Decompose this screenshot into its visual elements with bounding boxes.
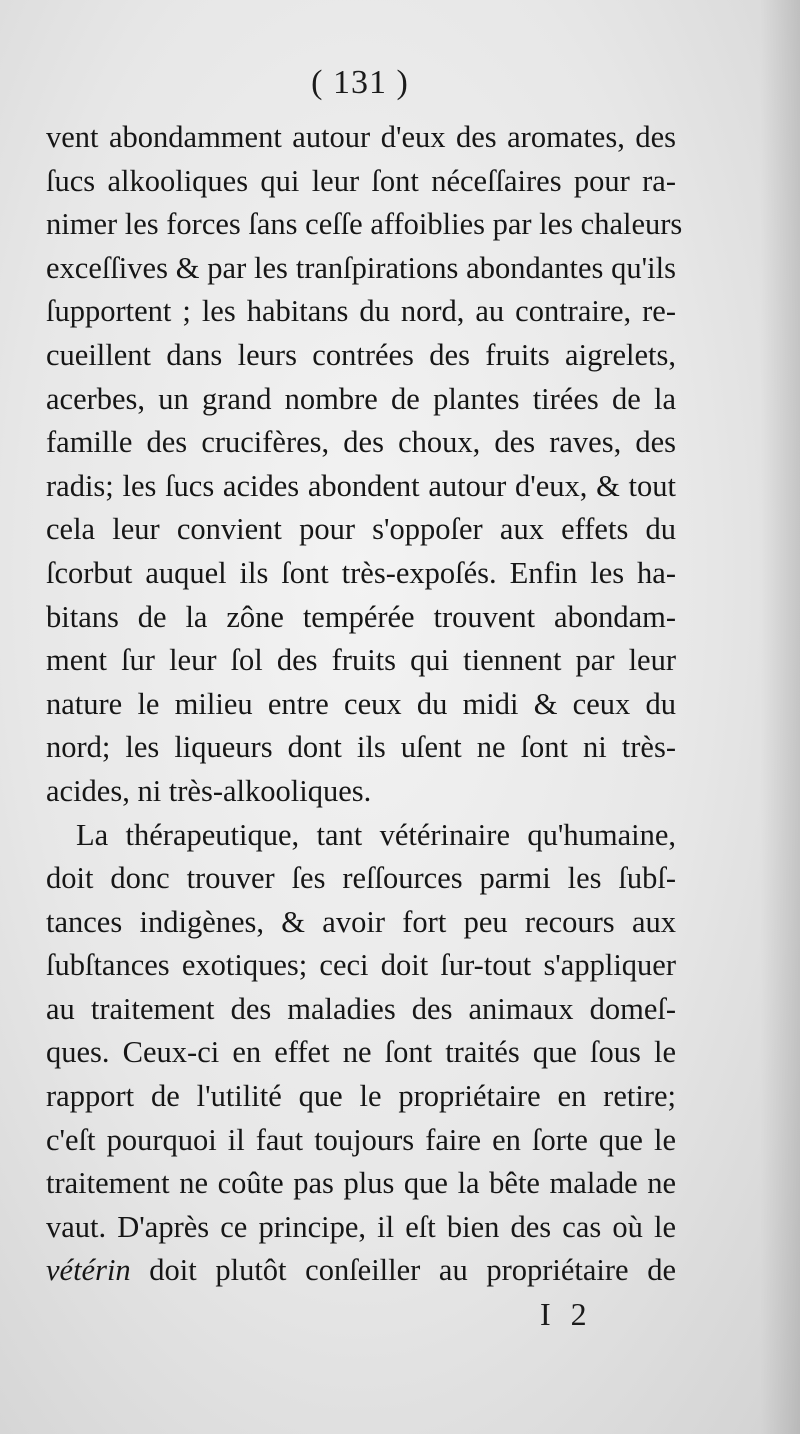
text-line: exceſſives & par les tranſpirations abondantes qu'ils [46,250,676,285]
text-line: rapport de l'utilité que le propriétaire en retire; [46,1079,676,1114]
text-line: nimer les forces ſans ceſſe affoiblies par les chaleurs [46,207,683,242]
text-line: ſucs alkooliques qui leur ſont néceſſaires pour ra- [46,163,676,198]
text-line: tances indigènes, & avoir fort peu recours aux [46,904,676,939]
text-line: doit donc trouver ſes reſſources parmi les ſubſ- [46,861,676,896]
text-line: ſupportent ; les habitans du nord, au contraire, re- [46,294,676,329]
text-line: ſubſtances exotiques; ceci doit ſur-tout s'appliquer [46,948,676,983]
text-line: ſcorbut auquel ils ſont très-expoſés. Enfin les ha- [46,555,676,590]
text-line: famille des crucifères, des choux, des raves, des [46,425,676,460]
text-line: radis; les ſucs acides abondent autour d'eux, & tout [46,468,676,503]
text-line: nord; les liqueurs dont ils uſent ne ſont ni très- [46,730,676,765]
body-text [46,116,683,1293]
text-line-paragraph-end: acides, ni très-alkooliques. [46,773,372,808]
text-line: vaut. D'après ce principe, il eſt bien des cas où le [46,1209,676,1244]
text-line: cela leur convient pour s'oppoſer aux effets du [46,512,676,547]
text-line: vétérin doit plutôt conſeiller au propriétaire de [46,1253,676,1288]
text-line: c'eſt pourquoi il faut toujours faire en ſorte que le [46,1122,676,1157]
text-line: vent abondamment autour d'eux des aromates, des [46,120,676,154]
italic-word: vétérin [46,1253,131,1288]
text-line: nature le milieu entre ceux du midi & ceux du [46,686,676,721]
text-line: ment ſur leur ſol des fruits qui tiennent par leur [46,643,676,678]
page-number: ( 131 ) [311,64,409,101]
signature-mark: I 2 [540,1296,593,1332]
text-line: ques. Ceux-ci en effet ne ſont traités que ſous le [46,1035,676,1070]
text-line: traitement ne coûte pas plus que la bête malade ne [46,1166,676,1201]
text-line: cueillent dans leurs contrées des fruits aigrelets, [46,337,676,372]
text-line: au traitement des maladies des animaux domeſ- [46,991,676,1026]
page-edge-shadow [760,0,800,1434]
text-line: bitans de la zône tempérée trouvent abondam- [46,599,676,634]
text-line-paragraph-start: La thérapeutique, tant vétérinaire qu'humaine, [76,817,676,852]
text-line: acerbes, un grand nombre de plantes tirées de la [46,381,676,416]
